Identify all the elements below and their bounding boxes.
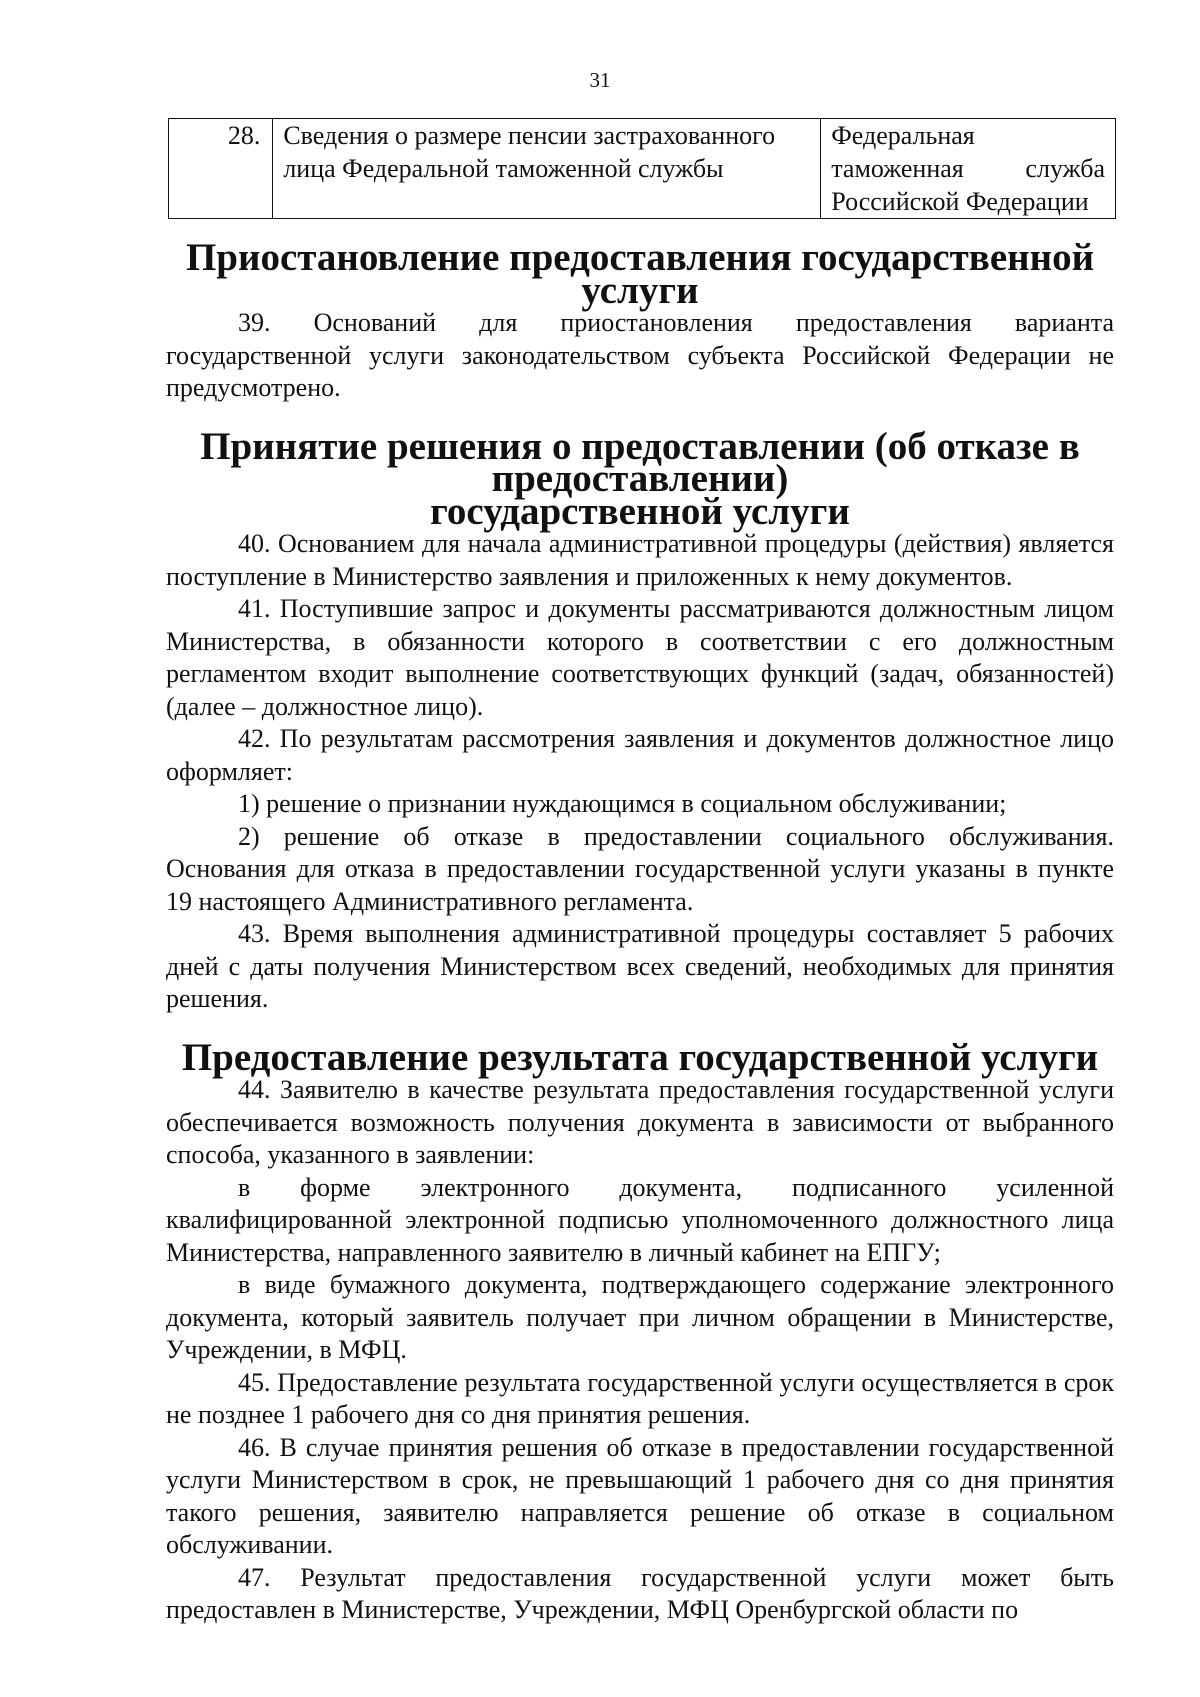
heading-line: Принятие решения о предоставлении (об отказе в предоставлении) (200, 424, 1080, 500)
org-line: Федеральная (831, 121, 975, 150)
paragraph-44-option-b: в виде бумажного документа, подтверждающего содержание электронного документа, который заявитель получает при личном обращении в Министерстве, Учреждении, в МФЦ. (166, 1270, 1114, 1364)
page-number: 31 (589, 68, 611, 92)
paragraph-40: 40. Основанием для начала административной процедуры (действия) является поступление в Министерство заявления и приложенных к нему документов. (166, 529, 1114, 591)
section-heading-decision (166, 424, 1114, 533)
paragraph-43: 43. Время выполнения административной процедуры составляет 5 рабочих дней с даты получения Министерством всех сведений, необходимых для принятия решения. (166, 919, 1114, 1013)
org-line: таможенная служба (831, 154, 1105, 183)
paragraph-41: 41. Поступившие запрос и документы рассматриваются должностным лицом Министерства, в обязанности которого в соответствии с его должностным регламентом входит выполнение соответствующих функций (задач, обязанностей) (далее – должностное лицо). (166, 594, 1114, 721)
documents-table (168, 118, 1116, 219)
org-line: Российской Федерации (831, 187, 1089, 216)
section-heading-result: Предоставление результата государственной услуги (181, 1035, 1099, 1079)
paragraph-45: 45. Предоставление результата государственной услуги осуществляется в срок не позднее 1 рабочего дня со дня принятия решения. (166, 1367, 1114, 1429)
document-body (166, 236, 1114, 1627)
row-organization (821, 119, 1116, 219)
paragraph-39: 39. Оснований для приостановления предоставления варианта государственной услуги законодательством субъекта Российской Федерации не предусмотрено. (166, 308, 1114, 402)
paragraph-42-item-2: 2) решение об отказе в предоставлении социального обслуживания. Основания для отказа в предоставлении государственной услуги указаны в пункте 19 настоящего Административного регламента. (166, 821, 1114, 916)
paragraph-44: 44. Заявителю в качестве результата предоставления государственной услуги обеспечивается возможность получения документа в зависимости от выбранного способа, указанного в заявлении: (166, 1075, 1114, 1169)
row-number: 28. (169, 119, 273, 219)
section-heading-suspension: Приостановление предоставления государственной услуги (185, 236, 1095, 312)
heading-line: государственной услуги (430, 489, 850, 533)
paragraph-42-item-1: 1) решение о признании нуждающимся в социальном обслуживании; (238, 789, 1007, 818)
paragraph-42: 42. По результатам рассмотрения заявления и документов должностное лицо оформляет: (166, 724, 1114, 786)
row-description: Сведения о размере пенсии застрахованного лица Федеральной таможенной службы (273, 119, 821, 219)
paragraph-44-option-a: в форме электронного документа, подписанного усиленной квалифицированной электронной подписью уполномоченного должностного лица Министерства, направленного заявителю в личный кабинет на ЕПГУ; (166, 1172, 1114, 1267)
paragraph-47: 47. Результат предоставления государственной услуги может быть предоставлен в Министерстве, Учреждении, МФЦ Оренбургской области по (166, 1562, 1114, 1624)
paragraph-46: 46. В случае принятия решения об отказе в предоставлении государственной услуги Министерством в срок, не превышающий 1 рабочего дня со дня принятия такого решения, заявителю направляется решение об отказе в социальном обслуживании. (166, 1432, 1114, 1559)
table-row (169, 119, 1116, 219)
